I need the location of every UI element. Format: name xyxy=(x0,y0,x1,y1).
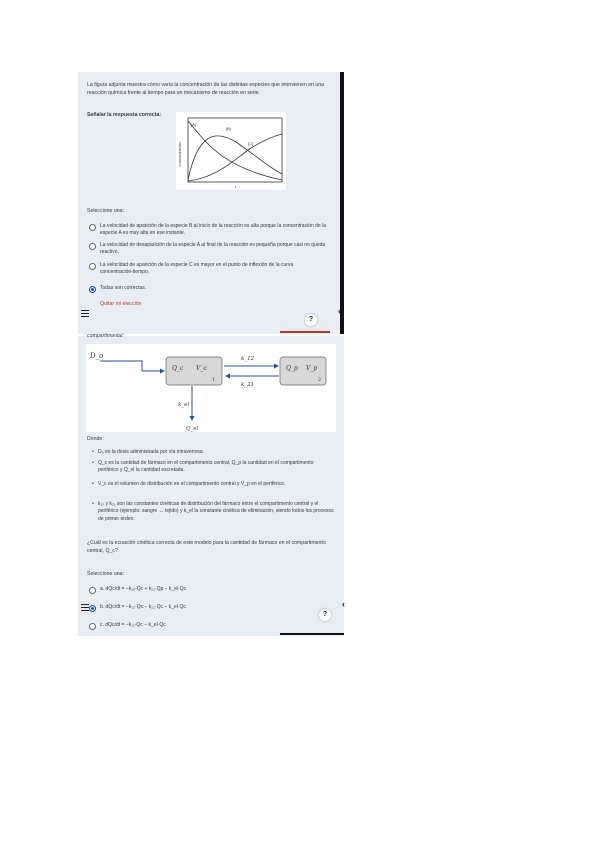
label-b: [B] xyxy=(226,126,231,131)
radio-button-selected[interactable] xyxy=(89,286,96,293)
option-equation: c. dQc/dt = −k₁₂·Qc − k_el·Qc xyxy=(100,622,166,628)
compartment-diagram xyxy=(86,344,336,432)
radio-button[interactable] xyxy=(89,623,96,630)
menu-icon[interactable] xyxy=(81,602,89,613)
dose-label: D_o xyxy=(90,352,104,360)
option-text: Todas son correctas. xyxy=(100,285,147,291)
option-a[interactable] xyxy=(89,586,327,593)
svg-text:V_p: V_p xyxy=(306,365,318,372)
definition-bullet: • D₀ es la dosis administrada por vía intravenosa. xyxy=(98,449,334,456)
svg-text:k_12: k_12 xyxy=(241,356,255,362)
concentration-graph xyxy=(176,112,286,190)
progress-bar xyxy=(280,633,344,635)
section-header: compartimental: xyxy=(87,333,124,339)
select-label: Seleccione una: xyxy=(87,571,124,577)
radio-button[interactable] xyxy=(89,224,96,231)
chevron-left-icon[interactable]: ‹ xyxy=(342,599,345,609)
question-text: ¿Cuál es la ecuación cinética correcta de este modelo para la cantidad de fármaco en el compartimento central, Q_c? xyxy=(87,540,326,554)
donde-label: Donde: xyxy=(87,436,104,442)
clear-choice-link[interactable]: Quitar mi elección xyxy=(100,301,142,307)
svg-text:Q_p: Q_p xyxy=(286,365,298,372)
option-text: La velocidad de aparición de la especie C es mayor en el punto de inflexión de la curva concentración-tiempo. xyxy=(100,262,294,276)
question-panel-1 xyxy=(78,72,344,334)
question-text: La figura adjunta muestra cómo varía la concentración de las distintas especies que intervienen en una reacción química frente al tiempo para un mecanismo de reacción en serie. xyxy=(87,82,325,96)
radio-button[interactable] xyxy=(89,587,96,594)
option-3[interactable] xyxy=(89,262,327,277)
definition-bullet: • k₁₂ y k₂₁ son las constantes cinéticas de distribución del fármaco entre el compartimento central y el periférico (ejemplo: sangre ↔ tejido) y k_el la constante cinética de eliminación, siendo todos los procesos de primer orden. xyxy=(98,501,334,523)
option-1[interactable] xyxy=(89,223,327,238)
menu-icon[interactable] xyxy=(81,308,89,319)
label-a: [A] xyxy=(191,122,196,127)
option-2[interactable] xyxy=(89,242,327,257)
graph-ylabel: concentración xyxy=(177,141,182,167)
select-label: Seleccione una: xyxy=(87,208,124,214)
option-text: La velocidad de desaparición de la especie A al final de la reacción es pequeña porque casi no queda reactivo. xyxy=(100,242,326,256)
option-c[interactable] xyxy=(89,622,327,629)
graph-xlabel: t xyxy=(235,184,237,189)
option-equation: b. dQc/dt = −k₁₂·Qc − k₂₁·Qc − k_el·Qc xyxy=(100,604,186,610)
label-c: [C] xyxy=(248,141,254,146)
option-4[interactable] xyxy=(89,285,327,292)
help-button[interactable]: ? xyxy=(305,314,317,326)
definition-bullet: • V_c es el volumen de distribución en el compartimento central y V_p en el periférico. xyxy=(98,481,334,488)
question-panel-2 xyxy=(78,333,345,636)
radio-button[interactable] xyxy=(89,243,96,250)
svg-text:Q_el: Q_el xyxy=(186,426,199,432)
definition-bullet: • Q_c es la cantidad de fármaco en el compartimento central, Q_p la cantidad en el compartimento periférico y Q_el la cantidad excretada. xyxy=(98,460,334,475)
question-prompt: Señalar la respuesta correcta: xyxy=(87,112,162,118)
svg-text:Q_c: Q_c xyxy=(172,365,184,372)
svg-text:k_21: k_21 xyxy=(241,382,255,388)
chevron-left-icon[interactable]: ‹ xyxy=(338,306,341,316)
scrollbar[interactable] xyxy=(340,72,344,334)
option-equation: a. dQc/dt = −k₁₂·Qc + k₂₁·Qp − k_el·Qc xyxy=(100,586,187,592)
option-text: La velocidad de aparición de la especie B al inicio de la reacción es alta porque la concentración de la especie A es muy alta en ese instante. xyxy=(100,223,326,237)
radio-button-selected[interactable] xyxy=(89,605,96,612)
svg-text:k_el: k_el xyxy=(178,402,190,408)
progress-bar xyxy=(280,331,330,333)
radio-button[interactable] xyxy=(89,263,96,270)
help-button[interactable]: ? xyxy=(319,609,331,621)
svg-text:2: 2 xyxy=(318,377,322,383)
svg-text:1: 1 xyxy=(212,377,216,383)
option-b[interactable] xyxy=(89,604,327,611)
svg-text:V_c: V_c xyxy=(196,365,207,372)
